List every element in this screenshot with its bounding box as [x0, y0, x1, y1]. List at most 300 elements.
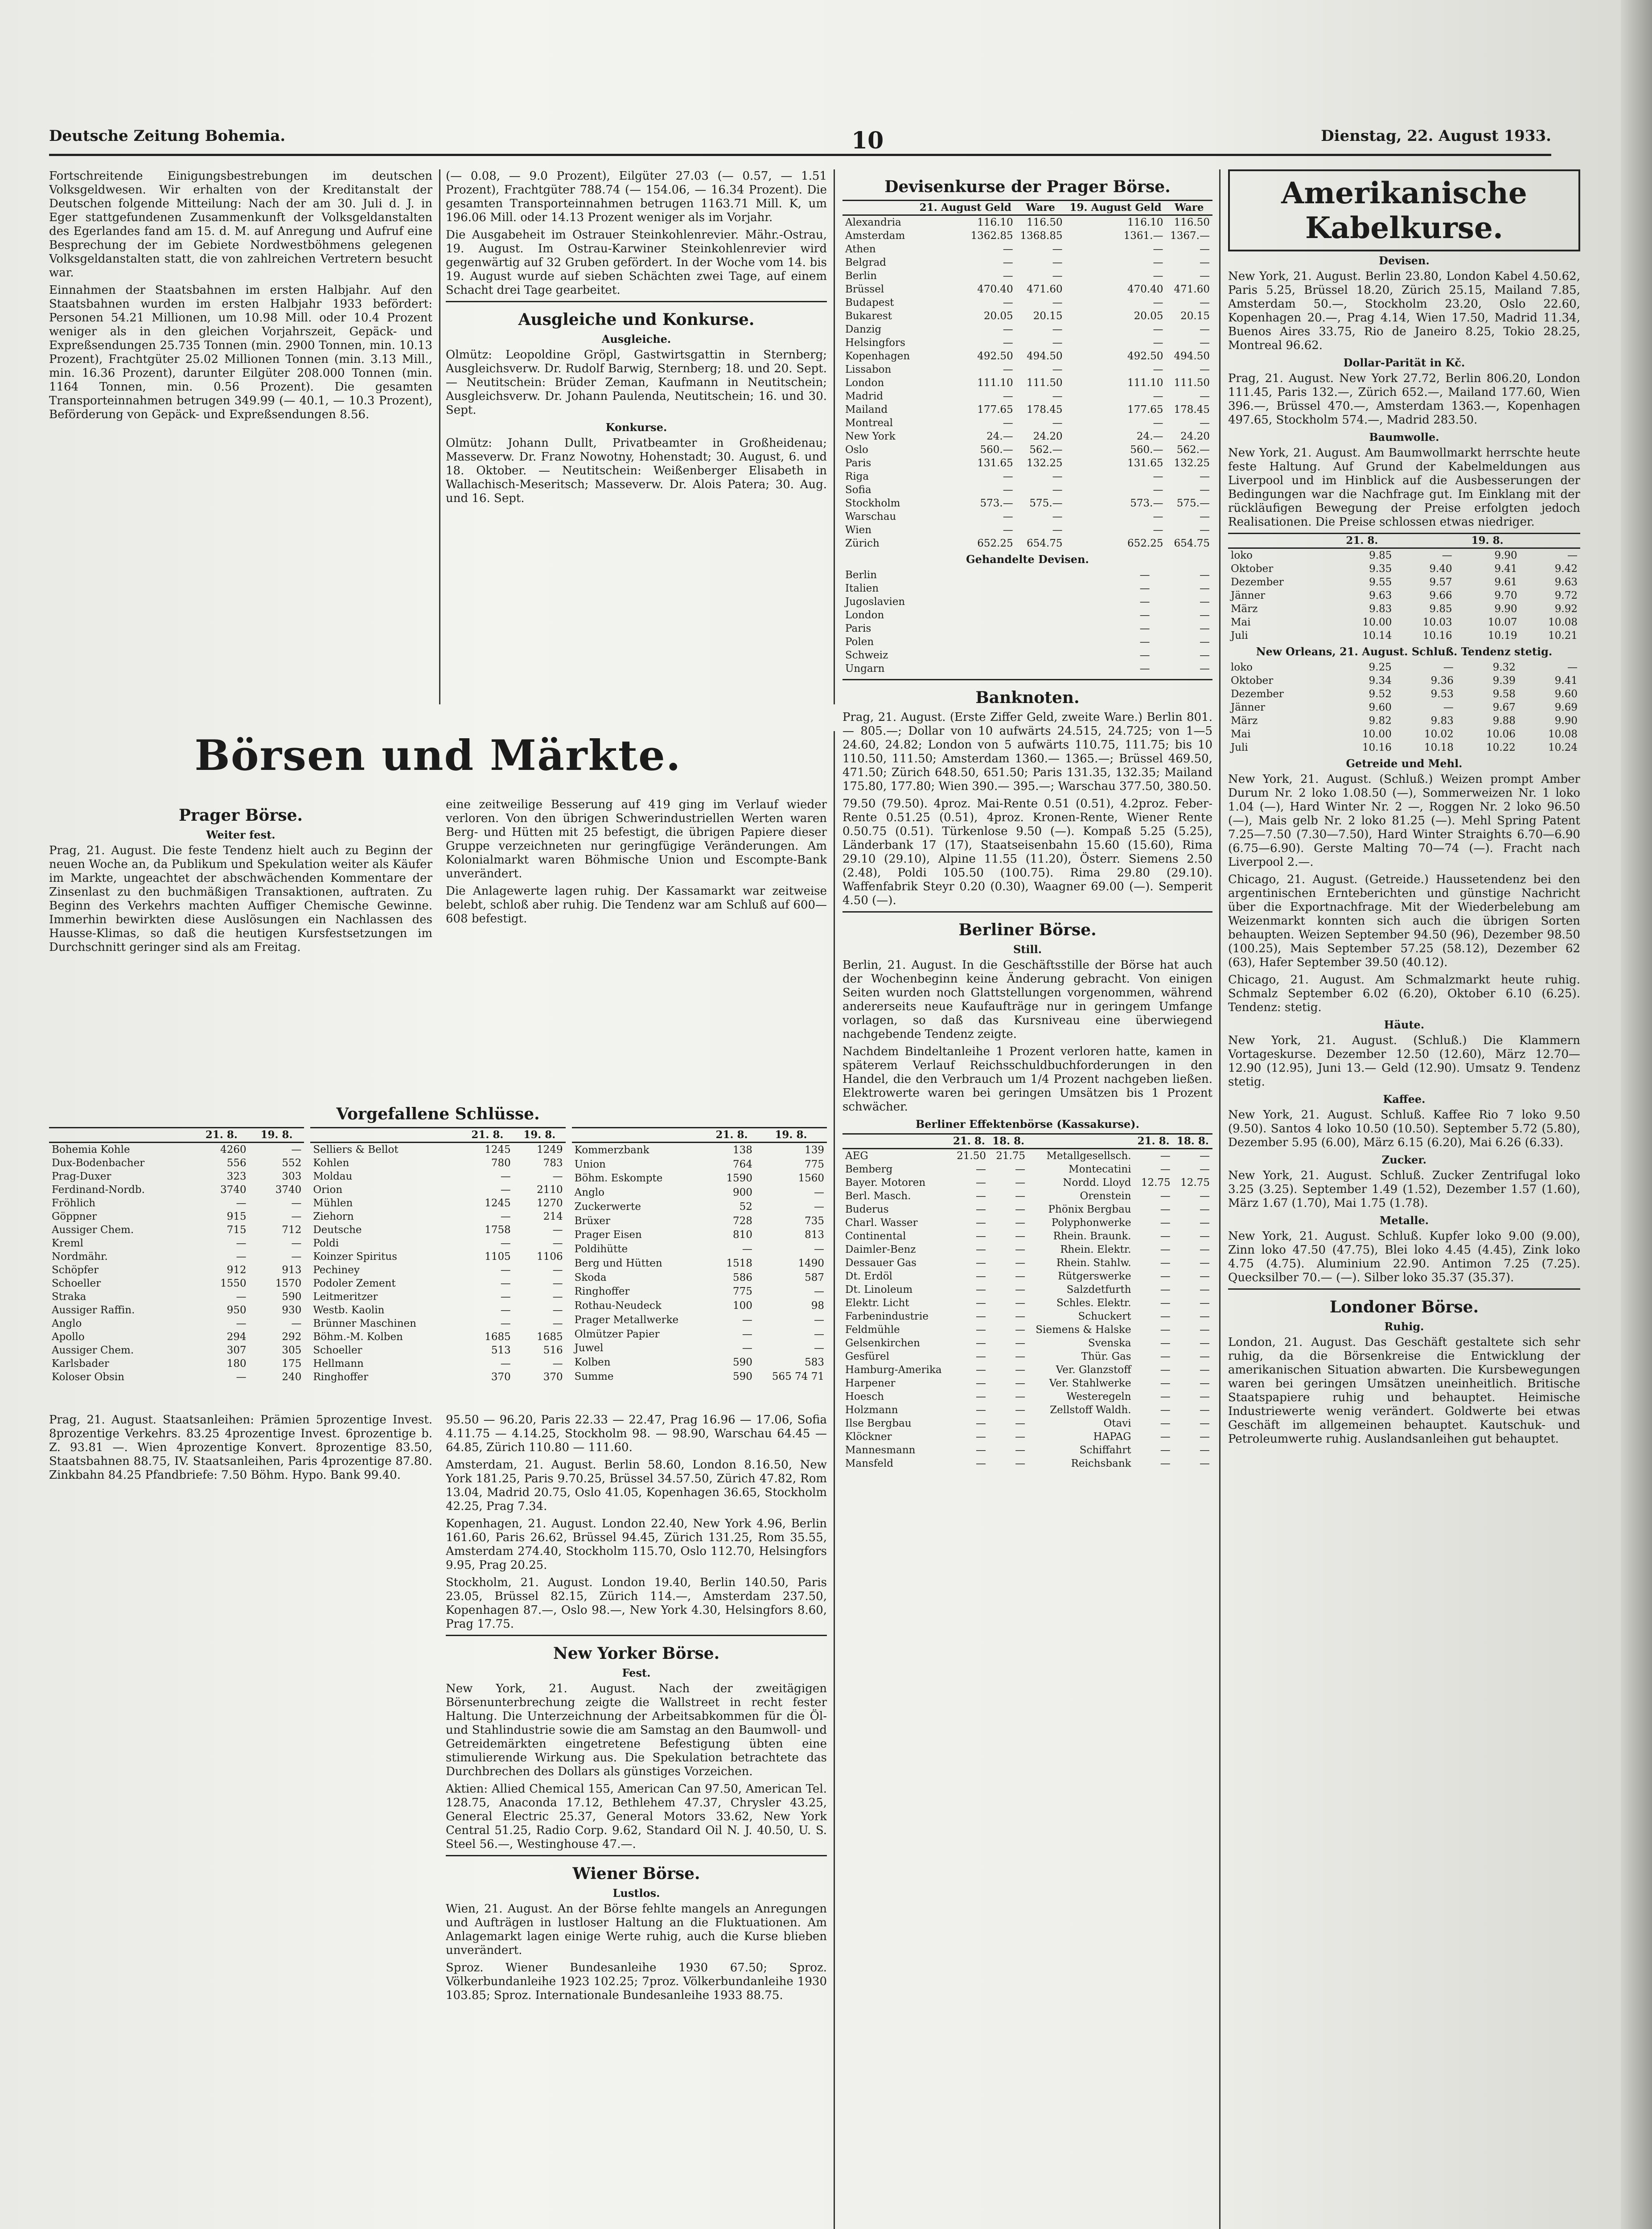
table-cell: 652.25	[977, 538, 1013, 549]
table-cell: 111.10	[1127, 377, 1163, 389]
table-cell: —	[1567, 550, 1578, 561]
table-cell: —	[814, 1201, 824, 1213]
table-row	[842, 363, 1212, 376]
article-ausgleiche: Olmütz: Leopoldine Gröpl, Gastwirtsgattin in Sternberg; Ausgleichsverw. Dr. Rudolf Barwig, Sternberg; 18. und 20. Sept. — Neutitschein: Brüder Zeman, Kaufmann in Neutitschein; Ausgleichsverw. Dr. Johann Paulenda, Neutitschein; 16. und 30. Sept.	[446, 348, 827, 417]
table-cell: —	[236, 1318, 247, 1329]
table-row	[310, 1237, 565, 1250]
mid1-column	[446, 798, 827, 1092]
table-cell: —	[1200, 1271, 1210, 1282]
table-header-cell: 21. 8.	[1329, 534, 1394, 548]
table-cell: —	[1200, 650, 1210, 661]
table-row	[310, 1370, 565, 1384]
table-row	[310, 1330, 565, 1344]
prager-report-end: Die Anlagewerte lagen ruhig. Der Kassamarkt war zeitweise belebt, schloß aber ruhig. Die Tendenz war am Schluß auf 600—608 befestigt.	[446, 884, 827, 925]
table-cell: —	[1200, 583, 1210, 594]
table-cell: Svenska	[1088, 1337, 1131, 1349]
table-cell: —	[291, 1211, 302, 1222]
table-cell: Athen	[845, 243, 876, 255]
table-cell: Pechiney	[313, 1264, 360, 1276]
table-cell: Klöckner	[845, 1431, 892, 1443]
table-cell: 590	[282, 1291, 302, 1303]
baumwolle-report: New York, 21. August. Am Baumwollmarkt herrschte heute feste Haltung. Auf Grund der Kabelmeldungen aus Liverpool und im Hinblick auf die Ausbesserungen der Bedingungen war die Nachfrage gut. Im Einklang mit der rückläufigen Bewegung der Preise erfolgten jedoch Realisationen. Die Preise schlossen etwas niedriger.	[1228, 446, 1580, 529]
table-header-cell	[842, 201, 915, 215]
table-row	[842, 595, 1212, 609]
table-row	[1228, 562, 1580, 576]
table-row	[49, 1237, 304, 1250]
table-cell: 138	[733, 1144, 752, 1156]
table-cell: 9.60	[1368, 702, 1392, 713]
table-row	[842, 390, 1212, 403]
kaffee-title: Kaffee.	[1383, 1093, 1426, 1106]
table-cell: Bohemia Kohle	[52, 1144, 130, 1156]
table-cell: Zellstoff Waldh.	[1050, 1404, 1131, 1416]
column-rule	[439, 169, 440, 704]
zucker-title: Zucker.	[1381, 1153, 1427, 1166]
table-cell: —	[976, 1444, 986, 1456]
table-cell: London	[845, 609, 884, 621]
table-cell: Mai	[1231, 728, 1251, 740]
table-cell: Feldmühle	[845, 1324, 900, 1336]
table-cell: 513	[491, 1345, 511, 1356]
table-cell: 240	[282, 1371, 302, 1383]
table-cell: —	[1200, 1190, 1210, 1202]
table-cell: Podoler Zement	[313, 1278, 396, 1289]
table-header-cell: 21. August Geld	[915, 201, 1016, 215]
table-cell: Nordd. Lloyd	[1063, 1177, 1131, 1189]
cotton-no-table	[1228, 661, 1580, 754]
table-cell: Charl. Wasser	[845, 1217, 918, 1229]
table-cell: 9.72	[1554, 590, 1578, 601]
table-cell: —	[1200, 270, 1210, 282]
table-row	[842, 649, 1212, 662]
table-cell: Mühlen	[313, 1197, 353, 1209]
table-row	[1228, 674, 1580, 687]
table-cell: 590	[733, 1371, 752, 1383]
table-cell: 1490	[798, 1257, 824, 1269]
table-cell: —	[1200, 1364, 1210, 1376]
table-cell: 9.34	[1368, 675, 1392, 687]
table-cell: Kreml	[52, 1238, 83, 1249]
table-cell: —	[500, 1184, 511, 1196]
table-cell: 783	[543, 1157, 563, 1169]
table-row	[310, 1357, 565, 1370]
table-cell: Siemens & Halske	[1036, 1324, 1131, 1336]
table-cell: —	[1200, 1150, 1210, 1162]
header-date: Dienstag, 22. August 1933.	[1321, 127, 1551, 145]
table-cell: —	[1160, 1391, 1171, 1402]
table-row	[842, 416, 1212, 430]
table-cell: 10.00	[1362, 728, 1392, 740]
table-cell: Schuckert	[1078, 1311, 1131, 1322]
table-cell: 52	[739, 1201, 752, 1213]
table-cell: Poldi	[313, 1238, 339, 1249]
table-cell: Hellmann	[313, 1358, 364, 1369]
table-cell: 10.14	[1362, 630, 1392, 642]
table-row	[49, 1357, 304, 1370]
table-row	[842, 483, 1212, 497]
baumwolle-title: Baumwolle.	[1369, 431, 1439, 444]
table-cell: —	[1015, 1284, 1026, 1295]
table-cell: 131.65	[977, 457, 1013, 469]
table-cell: 1560	[798, 1172, 824, 1184]
table-cell: —	[1160, 1458, 1171, 1469]
table-cell: 292	[282, 1331, 302, 1343]
table-row	[572, 1242, 827, 1256]
table-header-cell	[310, 1128, 461, 1143]
table-cell: 116.10	[977, 217, 1013, 228]
table-cell: —	[1160, 1204, 1171, 1215]
table-cell: Zuckerwerte	[574, 1201, 641, 1213]
london-mood: Ruhig.	[1384, 1320, 1424, 1333]
table-cell: —	[1139, 663, 1150, 674]
table-cell: —	[976, 1418, 986, 1429]
table-cell: —	[1003, 270, 1013, 282]
table-cell: Jänner	[1231, 590, 1266, 601]
table-row	[310, 1210, 565, 1223]
table-cell: —	[1160, 1257, 1171, 1269]
table-cell: —	[1160, 1271, 1171, 1282]
table-cell: —	[976, 1458, 986, 1469]
table-cell: Rhein. Braunk.	[1053, 1230, 1131, 1242]
table-cell: 10.08	[1548, 728, 1578, 740]
table-row	[572, 1313, 827, 1327]
effekten-title: Berliner Effektenbörse (Kassakurse).	[916, 1118, 1139, 1131]
table-cell: März	[1231, 715, 1258, 727]
table-cell: —	[1015, 1444, 1026, 1456]
berliner-mood: Still.	[1013, 943, 1042, 956]
table-cell: Karlsbader	[52, 1358, 109, 1369]
table-cell: —	[1160, 1337, 1171, 1349]
table-cell: Riga	[845, 471, 869, 482]
table-cell: —	[1015, 1271, 1026, 1282]
table-cell: 1368.85	[1020, 230, 1063, 242]
table-header-cell: Ware	[1166, 201, 1213, 215]
table-cell: —	[552, 1358, 563, 1369]
table-cell: —	[1052, 337, 1063, 349]
prager-title: Prager Börse.	[178, 806, 303, 825]
table-header-cell: 21. 8.	[461, 1128, 514, 1143]
table-cell: —	[1003, 364, 1013, 375]
column-rule	[834, 169, 835, 704]
table-cell: —	[1015, 1177, 1026, 1189]
table-cell: Apollo	[52, 1331, 85, 1343]
table-cell: 9.42	[1554, 563, 1578, 575]
wiener-mood: Lustlos.	[612, 1887, 660, 1900]
table-cell: —	[976, 1297, 986, 1309]
table-row	[842, 269, 1212, 283]
table-cell: —	[1003, 243, 1013, 255]
table-cell: —	[1200, 663, 1210, 674]
table-cell: —	[1015, 1190, 1026, 1202]
table-cell: Berl. Masch.	[845, 1190, 911, 1202]
table-row	[842, 1163, 1212, 1176]
table-row	[842, 256, 1212, 269]
table-cell: Juli	[1231, 742, 1248, 753]
table-cell: —	[1200, 623, 1210, 634]
table-cell: —	[1153, 391, 1163, 402]
table-cell: 305	[282, 1345, 302, 1356]
table-cell: 573.—	[1130, 498, 1163, 509]
table-header-cell	[1028, 1134, 1134, 1149]
table-cell: —	[1160, 1244, 1171, 1255]
table-cell: 10.22	[1486, 742, 1516, 753]
table-cell: Continental	[845, 1230, 906, 1242]
table-cell: Westeregeln	[1066, 1391, 1131, 1402]
newyork-report: New York, 21. August. Nach der zweitägigen Börsenunterbrechung zeigte die Wallstreet in recht fester Haltung. Die Unterzeichnung der Arbeitsabkommen für die Öl- und Stahlindustrie sowie die am Samstag an den Baumwoll- und Getreidemärkten eingetretene Befestigung übten eine stimulierende Wirkung aus. Die Spekulation betrachtete das Durchbrechen des Dollars als günstiges Vorzeichen.	[446, 1682, 827, 1778]
table-row	[49, 1197, 304, 1210]
table-cell: 10.16	[1362, 742, 1392, 753]
table-cell: 562.—	[1029, 444, 1063, 456]
table-cell: —	[552, 1304, 563, 1316]
table-header-cell	[1394, 534, 1455, 548]
table-cell: Wien	[845, 524, 872, 536]
table-cell: 1367.—	[1170, 230, 1210, 242]
table-row	[49, 1143, 304, 1157]
table-cell: Paris	[845, 457, 871, 469]
table-cell: —	[1200, 524, 1210, 536]
table-cell: 764	[733, 1158, 752, 1170]
subheading-konkurse: Konkurse.	[605, 421, 667, 434]
table-cell: —	[1139, 583, 1150, 594]
london-title: Londoner Börse.	[1329, 1298, 1479, 1316]
table-cell: Jugoslavien	[845, 596, 905, 608]
prager-table-title: Vorgefallene Schlüsse.	[336, 1105, 540, 1123]
table-cell: —	[1200, 1297, 1210, 1309]
table-cell: —	[1052, 364, 1063, 375]
table-cell: —	[1160, 1311, 1171, 1322]
table-cell: Schoeller	[313, 1345, 362, 1356]
table-cell: —	[291, 1197, 302, 1209]
table-cell: —	[1200, 1337, 1210, 1349]
table-cell: —	[1003, 524, 1013, 536]
table-cell: Moldau	[313, 1171, 353, 1182]
table-cell: Skoda	[574, 1271, 607, 1283]
table-cell: 1245	[485, 1197, 511, 1209]
table-cell: Koinzer Spiritus	[313, 1251, 397, 1263]
table-cell: —	[500, 1211, 511, 1222]
getreide-ny: New York, 21. August. (Schluß.) Weizen prompt Amber Durum Nr. 2 loko 1.08.50 (—), Sommerweizen Nr. 1 loko 1.04 (—), Hard Winter Nr. 2 —, Roggen Nr. 2 loko 96.50 (—), Mais gelb Nr. 2 loko 81.25 (—). Mehl Spring Patent 7.25—7.50 (7.30—7.50), Hard Winter Straights 6.70—6.90 (6.75—6.90). Gerste Malting 70—74 (—). Fracht nach Liverpool 2.—.	[1228, 773, 1580, 869]
table-cell: 492.50	[1127, 350, 1163, 362]
table-cell: 180	[226, 1358, 247, 1369]
table-cell: —	[1200, 1351, 1210, 1362]
table-cell: —	[552, 1171, 563, 1182]
table-cell: —	[976, 1244, 986, 1255]
table-cell: —	[236, 1291, 247, 1303]
table-cell: —	[814, 1286, 824, 1298]
table-cell: 735	[805, 1215, 824, 1227]
table-cell: Elektr. Licht	[845, 1297, 909, 1309]
table-cell: —	[976, 1391, 986, 1402]
table-cell: Berlin	[845, 569, 877, 581]
table-row	[842, 523, 1212, 537]
prager-table-left	[49, 1127, 304, 1384]
table-cell: —	[1052, 484, 1063, 496]
header-page-number: 10	[851, 127, 884, 154]
table-cell: —	[1200, 1204, 1210, 1215]
newyork-mood: Fest.	[622, 1666, 651, 1679]
table-cell: —	[976, 1190, 986, 1202]
table-cell: Westb. Kaolin	[313, 1304, 385, 1316]
table-row	[842, 1243, 1212, 1256]
page-header	[49, 127, 1551, 156]
table-cell: 950	[226, 1304, 247, 1316]
table-cell: —	[1200, 609, 1210, 621]
table-row	[842, 1323, 1212, 1337]
table-cell: 1245	[485, 1144, 511, 1156]
table-row	[310, 1250, 565, 1263]
table-cell: —	[1052, 511, 1063, 522]
table-row	[842, 350, 1212, 363]
table-cell: 9.67	[1492, 702, 1516, 713]
table-cell: —	[1153, 297, 1163, 308]
table-cell: —	[1015, 1458, 1026, 1469]
table-cell: —	[291, 1238, 302, 1249]
table-cell: Reichsbank	[1071, 1458, 1131, 1469]
table-row	[842, 1149, 1212, 1163]
berliner-report-2: Nachdem Bindeltanleihe 1 Prozent verloren hatte, kamen in späterem Verlauf Reichsschuldbuchforderungen in den Handel, die den Verbrauch um 1/4 Prozent nachgeben ließen. Elektrowerte waren bei geringen Umsätzen bis 1 Prozent schwächer.	[842, 1045, 1212, 1114]
table-cell: 10.06	[1486, 728, 1516, 740]
table-cell: —	[1200, 484, 1210, 496]
table-cell: 10.08	[1548, 617, 1578, 628]
table-cell: 4260	[220, 1144, 247, 1156]
table-cell: 9.39	[1492, 675, 1516, 687]
devisen-lines: 95.50 — 96.20, Paris 22.33 — 22.47, Prag 16.96 — 17.06, Sofia 4.11.75 — 4.14.25, Stockholm 98. — 98.90, Warschau 64.45 — 64.85, Zürich 110.80 — 111.60.	[446, 1413, 827, 1454]
table-cell: 9.63	[1554, 576, 1578, 588]
table-cell: Brünner Maschinen	[313, 1318, 416, 1329]
table-cell: Rütgerswerke	[1058, 1271, 1131, 1282]
table-cell: Kommerzbank	[574, 1144, 649, 1156]
table-row	[1228, 576, 1580, 589]
table-cell: Böhm.-M. Kolben	[313, 1331, 403, 1343]
rule	[446, 301, 827, 302]
table-cell: Koloser Obsin	[52, 1371, 124, 1383]
table-cell: 98	[811, 1300, 824, 1312]
article-ostrau: Die Ausgabeheit im Ostrauer Steinkohlenrevier. Mähr.-Ostrau, 19. August. Im Ostrau-Karwiner Steinkohlenrevier wird gegenwärtig auf 32 Gruben gefördert. In der Woche vom 14. bis 19. August wurde auf sieben Schächten zwei Tage, auf einem Schacht drei Tage gearbeitet.	[446, 228, 827, 297]
table-cell: —	[500, 1358, 511, 1369]
table-header-cell	[572, 1128, 708, 1143]
table-row	[842, 336, 1212, 350]
table-cell: Göppner	[52, 1211, 97, 1222]
table-cell: Zürich	[845, 538, 879, 549]
column-rule	[834, 731, 835, 2229]
table-row	[842, 662, 1212, 675]
prager-table-mid	[310, 1127, 565, 1384]
table-row	[310, 1304, 565, 1317]
table-cell: 9.63	[1369, 590, 1392, 601]
table-cell: —	[1200, 417, 1210, 429]
table-cell: —	[1003, 391, 1013, 402]
table-row	[1228, 728, 1580, 741]
table-cell: 9.90	[1494, 603, 1517, 615]
table-cell: —	[1015, 1351, 1026, 1362]
table-cell: 9.61	[1494, 576, 1517, 588]
table-cell: Schöpfer	[52, 1264, 99, 1276]
table-cell: Oktober	[1231, 563, 1274, 575]
table-cell: —	[1052, 243, 1063, 255]
effekten-table	[842, 1133, 1212, 1470]
table-cell: 471.60	[1027, 284, 1063, 295]
table-cell: —	[1200, 1311, 1210, 1322]
table-cell: —	[976, 1230, 986, 1242]
table-cell: —	[1200, 1164, 1210, 1175]
table-cell: Farbenindustrie	[845, 1311, 929, 1322]
table-cell: —	[1160, 1164, 1171, 1175]
table-cell: 20.05	[1134, 310, 1163, 322]
table-row	[842, 568, 1212, 582]
table-cell: —	[1052, 524, 1063, 536]
table-cell: —	[1200, 1324, 1210, 1336]
table-cell: 10.19	[1488, 630, 1517, 642]
table-cell: 111.50	[1174, 377, 1210, 389]
table-cell: Ringhoffer	[313, 1371, 369, 1383]
table-cell: Dux-Bodenbacher	[52, 1157, 145, 1169]
table-cell: —	[1443, 702, 1454, 713]
table-cell: —	[1200, 1378, 1210, 1389]
table-cell: Ilse Bergbau	[845, 1418, 912, 1429]
table-cell: —	[1015, 1204, 1026, 1215]
table-cell: 516	[543, 1345, 563, 1356]
table-cell: 132.25	[1174, 457, 1210, 469]
table-cell: —	[552, 1224, 563, 1236]
devisen-kopenhagen: Kopenhagen, 21. August. London 22.40, New York 4.96, Berlin 161.60, Paris 26.62, Brüssel 94.45, Zürich 131.25, Rom 35.55, Amsterdam 274.40, Stockholm 115.70, Oslo 112.70, Helsingfors 9.95, Prag 20.25.	[446, 1517, 827, 1572]
table-cell: —	[742, 1243, 752, 1255]
table-row	[572, 1143, 827, 1157]
table-header-cell	[1520, 534, 1580, 548]
table-cell: —	[552, 1291, 563, 1303]
table-row	[1228, 714, 1580, 728]
table-cell: —	[1200, 337, 1210, 349]
table-cell: Mai	[1231, 617, 1251, 628]
table-cell: —	[1153, 471, 1163, 482]
table-cell: —	[500, 1238, 511, 1249]
table-cell: —	[1160, 1190, 1171, 1202]
table-cell: Anglo	[574, 1187, 605, 1199]
table-row	[49, 1344, 304, 1357]
table-cell: 652.25	[1127, 538, 1163, 549]
table-cell: —	[1015, 1378, 1026, 1389]
table-cell: Selliers & Bellot	[313, 1144, 399, 1156]
table-row	[572, 1256, 827, 1271]
table-cell: —	[291, 1318, 302, 1329]
table-cell: —	[976, 1378, 986, 1389]
table-cell: 9.41	[1494, 563, 1517, 575]
table-cell: —	[1200, 569, 1210, 581]
getreide-title: Getreide und Mehl.	[1346, 757, 1463, 770]
table-cell: Sofia	[845, 484, 871, 496]
table-cell: 20.15	[1180, 310, 1210, 322]
table-cell: Bemberg	[845, 1164, 893, 1175]
table-cell: —	[1200, 1217, 1210, 1229]
table-cell: 1361.—	[1123, 230, 1163, 242]
column-3	[842, 169, 1212, 2229]
wiener-bonds: Sproz. Wiener Bundesanleihe 1930 67.50; Sproz. Völkerbundanleihe 1923 102.25; 7proz. Völkerbundanleihe 1930 103.85; Sproz. Internationale Bundesanleihe 1933 88.75.	[446, 1961, 827, 2002]
table-cell: —	[1153, 243, 1163, 255]
table-cell: 3740	[220, 1184, 247, 1196]
table-cell: loko	[1231, 550, 1253, 561]
table-cell: März	[1231, 603, 1258, 615]
newyork-title: New Yorker Börse.	[553, 1644, 720, 1663]
table-cell: —	[1003, 417, 1013, 429]
table-row	[842, 376, 1212, 390]
table-cell: —	[500, 1278, 511, 1289]
table-cell: —	[1200, 1444, 1210, 1456]
table-cell: 715	[226, 1224, 247, 1236]
haute-report: New York, 21. August. (Schluß.) Die Klammern Vortageskurse. Dezember 12.50 (12.60), März 12.70—12.90 (12.95), Juni 13.— Geld (12.90). Umsatz 9. Tendenz stetig.	[1228, 1034, 1580, 1089]
table-cell: HAPAG	[1093, 1431, 1131, 1443]
table-cell: —	[1442, 550, 1452, 561]
table-cell: 930	[282, 1304, 302, 1316]
table-cell: —	[1160, 1444, 1171, 1456]
